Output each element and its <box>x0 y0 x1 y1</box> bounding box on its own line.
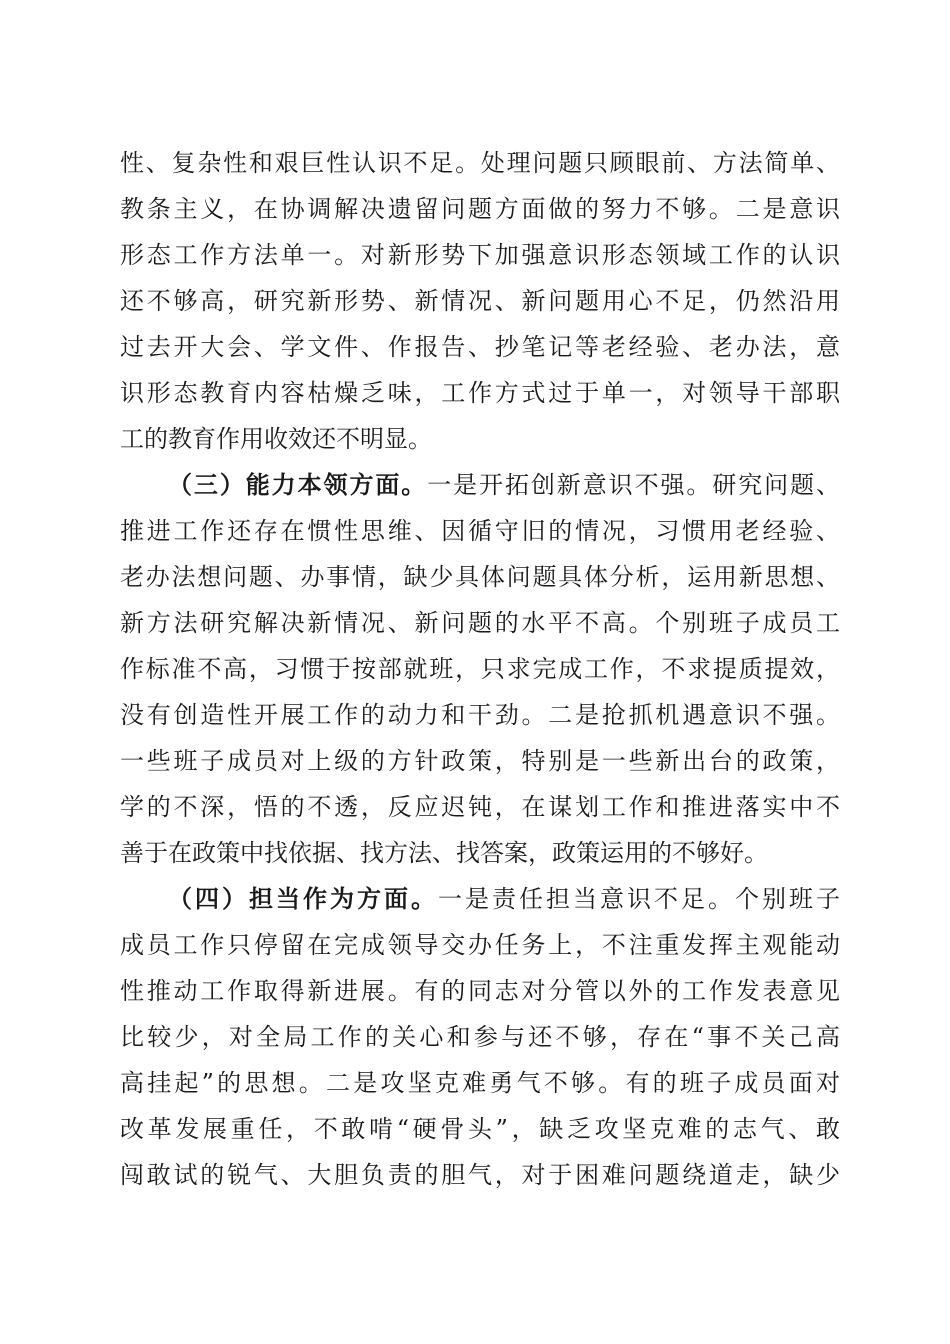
text-line: 识形态教育内容枯燥乏味，工作方式过于单一，对领导干部职 <box>120 379 840 407</box>
text-line: 学的不深，悟的不透，反应迟钝，在谋划工作和推进落实中不 <box>120 793 840 821</box>
text-line: 性、复杂性和艰巨性认识不足。处理问题只顾眼前、方法简单、 <box>120 149 840 177</box>
text-line: 形态工作方法单一。对新形势下加强意识形态领域工作的认识 <box>120 241 840 269</box>
text-line: 教条主义，在协调解决遗留问题方面做的努力不够。二是意识 <box>120 195 840 223</box>
text-line: 高挂起”的思想。二是攻坚克难勇气不够。有的班子成员面对 <box>120 1069 840 1097</box>
text-line: 没有创造性开展工作的动力和干劲。二是抢抓机遇意识不强。 <box>120 701 840 729</box>
text-line: 作标准不高，习惯于按部就班，只求完成工作，不求提质提效， <box>120 655 840 683</box>
paragraph-first-line <box>120 462 840 508</box>
text-line: 还不够高，研究新形势、新情况、新问题用心不足，仍然沿用 <box>120 287 840 315</box>
text-segment: 一是责任担当意识不足。个别班子 <box>438 885 840 913</box>
section-heading: （四）担当作为方面。 <box>168 884 438 913</box>
text-segment: 一是开拓创新意识不强。研究问题、 <box>427 471 841 499</box>
text-line: 新方法研究解决新情况、新问题的水平不高。个别班子成员工 <box>120 609 840 637</box>
text-line: 比较少，对全局工作的关心和参与还不够，存在“事不关己高 <box>120 1023 840 1051</box>
text-line: 一些班子成员对上级的方针政策，特别是一些新出台的政策， <box>120 747 840 775</box>
section-heading: （三）能力本领方面。 <box>168 470 428 499</box>
document-body <box>120 140 840 1198</box>
text-line: 过去开大会、学文件、作报告、抄笔记等老经验、老办法，意 <box>120 333 840 361</box>
text-line: 成员工作只停留在完成领导交办任务上，不注重发挥主观能动 <box>120 931 840 959</box>
text-line: 工的教育作用收效还不明显。 <box>120 425 432 453</box>
text-line: 善于在政策中找依据、找方法、找答案，政策运用的不够好。 <box>120 839 768 867</box>
text-line: 老办法想问题、办事情，缺少具体问题具体分析，运用新思想、 <box>120 563 840 591</box>
text-line: 推进工作还存在惯性思维、因循守旧的情况，习惯用老经验、 <box>120 517 840 545</box>
paragraph-first-line <box>120 876 840 922</box>
text-line: 闯敢试的锐气、大胆负责的胆气，对于困难问题绕道走，缺少 <box>120 1161 840 1189</box>
text-line: 改革发展重任，不敢啃“硬骨头”，缺乏攻坚克难的志气、敢 <box>120 1115 840 1143</box>
text-line: 性推动工作取得新进展。有的同志对分管以外的工作发表意见 <box>120 977 840 1005</box>
